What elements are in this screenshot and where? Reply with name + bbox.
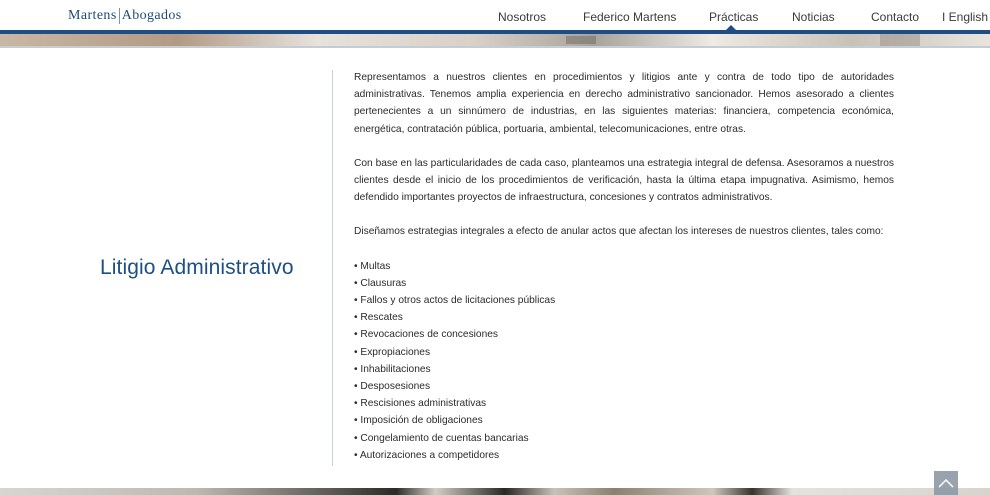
site-header: [0, 0, 990, 30]
paragraph-list-intro: Diseñamos estrategias integrales a efecto de anular actos que afectan los intereses de nuestros clientes, tales como:: [354, 226, 884, 238]
acts-list: [354, 258, 894, 464]
list-item: • Autorizaciones a competidores: [354, 449, 500, 461]
banner-image-strip: [0, 34, 990, 46]
nav-item-practicas[interactable]: Prácticas: [709, 10, 759, 24]
paragraph-intro: Representamos a nuestros clientes en procedimientos y litigios ante y contra de todo tipo de autoridades administrativas. Tenemos amplia experiencia en derecho administrativo sancionador. Hemos asesorado a clientes pertenecientes a un sinnúmero de industrias, en las siguientes materias: financiera, competencia económica, energética, contratación pública, portuaria, ambiental, telecomunicaciones, entre otras.: [354, 72, 894, 135]
banner-detail: [880, 34, 920, 46]
main-nav: [0, 10, 990, 26]
paragraph-strategy: Con base en las particularidades de cada caso, planteamos una estrategia integral de defensa. Asesoramos a nuestros clientes desde el inicio de los procedimientos de verificación, hasta la última etapa impugnativa. Asimismo, hemos defendido importantes proyectos de infraestructura, concesiones y contratos administrativos.: [354, 157, 894, 204]
nav-item-noticias[interactable]: Noticias: [792, 10, 835, 24]
list-item: • Desposesiones: [354, 381, 431, 393]
logo-text-abogados: Abogados: [121, 8, 182, 24]
logo-text-martens: Martens: [68, 8, 117, 24]
nav-item-nosotros[interactable]: Nosotros: [498, 10, 547, 24]
list-item: • Multas: [354, 260, 391, 272]
list-item: • Fallos y otros actos de licitaciones públicas: [354, 295, 556, 307]
list-item: • Rescisiones administrativas: [354, 398, 487, 410]
nav-item-contacto[interactable]: Contacto: [871, 10, 920, 24]
list-item: • Clausuras: [354, 277, 407, 289]
banner-bottom-line: [0, 46, 990, 48]
list-item: • Revocaciones de concesiones: [354, 329, 499, 341]
list-item: • Rescates: [354, 312, 403, 324]
chevron-up-icon: [938, 477, 954, 489]
list-item: • Expropiaciones: [354, 346, 431, 358]
practice-description: [354, 69, 894, 464]
footer-image-strip: [0, 488, 990, 495]
scroll-top-button[interactable]: [934, 471, 958, 495]
page-title: Litigio Administrativo: [100, 256, 294, 279]
nav-item-english[interactable]: I English: [942, 10, 989, 24]
list-item: • Inhabilitaciones: [354, 363, 431, 375]
list-item: • Imposición de obligaciones: [354, 415, 483, 427]
banner-detail: [566, 36, 596, 44]
list-item: • Congelamiento de cuentas bancarias: [354, 432, 529, 444]
content-divider: [332, 70, 333, 466]
nav-item-federico-martens[interactable]: Federico Martens: [583, 10, 677, 24]
